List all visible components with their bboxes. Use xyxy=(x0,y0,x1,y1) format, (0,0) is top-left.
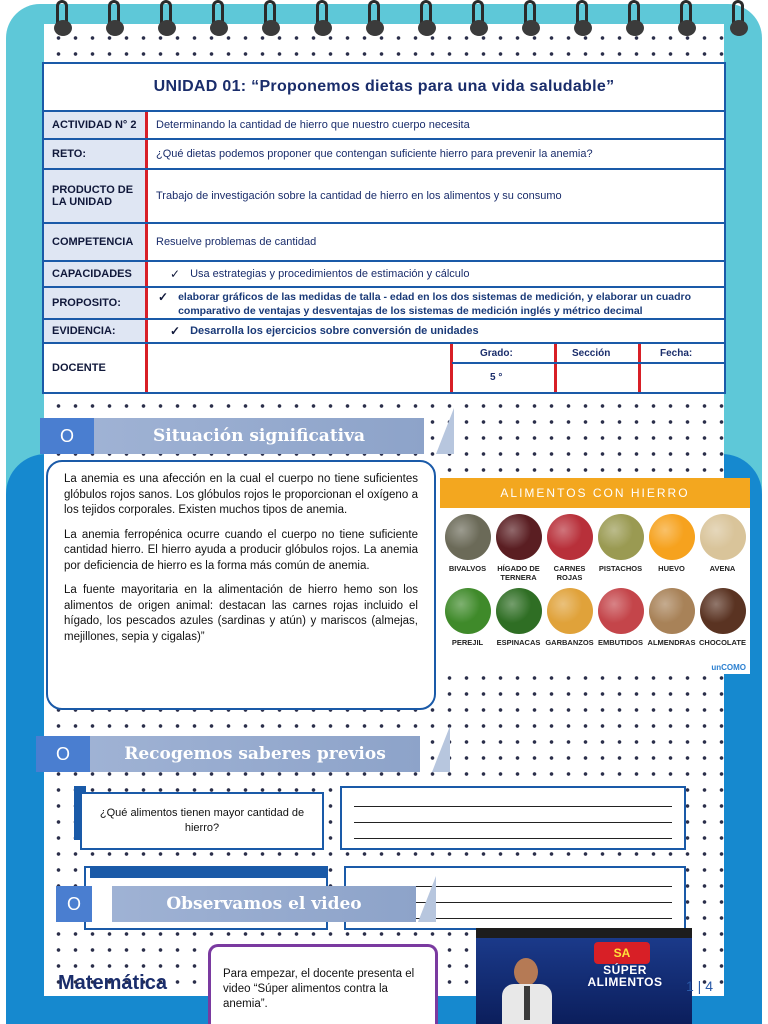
grado-label: Grado: xyxy=(480,348,513,359)
situacion-paragraph: La anemia ferropénica ocurre cuando el cuerpo no tiene suficiente cantidad hierro. El hierro ayuda a producir glóbulos rojos. La anemia por deficiencia de hierro es la forma más común de anemia. xyxy=(64,528,418,572)
grado-value: 5 ° xyxy=(490,372,503,383)
video-thumbnail[interactable] xyxy=(476,928,692,1024)
food-name: GARBANZOS xyxy=(545,638,594,647)
food-item xyxy=(493,588,544,658)
food-item xyxy=(595,588,646,658)
row-evidencia xyxy=(44,320,724,344)
food-name: CHOCOLATE xyxy=(699,638,746,647)
food-image xyxy=(598,588,644,634)
answer-line xyxy=(354,806,672,807)
subject-title: Matemática xyxy=(58,972,167,994)
row-actividad xyxy=(44,112,724,140)
food-image xyxy=(700,588,746,634)
value-proposito xyxy=(148,288,724,318)
food-name: CARNES ROJAS xyxy=(553,564,586,582)
food-name: HUEVO xyxy=(658,564,685,573)
ring-icon xyxy=(52,0,74,36)
grid-divider xyxy=(554,344,557,392)
food-name: EMBUTIDOS xyxy=(598,638,643,647)
foods-grid xyxy=(440,508,750,658)
situacion-paragraph: La fuente mayoritaria en la alimentación de hierro hemo son los alimentos de origen animal: destacan las carnes rojas incluido el hígado, los pescados azules (sardinas y atún) y mariscos (almejas, mejillones, sepia y cigalas)” xyxy=(64,584,418,643)
banner-video-title: Observamos el video xyxy=(112,886,416,922)
food-name: BIVALVOS xyxy=(448,564,487,573)
food-item xyxy=(544,514,595,584)
foods-title: ALIMENTOS CON HIERRO xyxy=(440,478,750,508)
check-icon: ✓ xyxy=(170,267,181,281)
food-item xyxy=(595,514,646,584)
food-item xyxy=(493,514,544,584)
banner-marker: O xyxy=(36,736,90,772)
food-item xyxy=(646,588,697,658)
situacion-paragraph: La anemia es una afección en la cual el cuerpo no tiene suficientes glóbulos rojos sanos. Los glóbulos rojos le proporcionan el oxígeno a los tejidos corporales. Existen muchos tipos de anemia. xyxy=(64,473,418,516)
presenter-tie xyxy=(524,986,530,1020)
food-image xyxy=(649,588,695,634)
value-actividad: Determinando la cantidad de hierro que nuestro cuerpo necesita xyxy=(156,119,470,131)
banner-video xyxy=(56,886,432,922)
banner-situacion xyxy=(40,418,420,454)
presenter-figure xyxy=(502,958,552,1024)
ring-icon xyxy=(104,0,126,36)
value-producto: Trabajo de investigación sobre la cantidad de hierro en los alimentos y su consumo xyxy=(156,190,562,202)
food-name: HÍGADO DE TERNERA xyxy=(497,564,540,582)
label-actividad: ACTIVIDAD N° 2 xyxy=(44,112,148,138)
fecha-label: Fecha: xyxy=(660,348,693,359)
row-capacidades xyxy=(44,262,724,288)
banner-marker: O xyxy=(40,418,94,454)
banner-tip xyxy=(432,726,450,772)
ring-icon xyxy=(364,0,386,36)
food-image xyxy=(598,514,644,560)
label-evidencia: EVIDENCIA: xyxy=(44,320,148,342)
label-proposito: PROPOSITO: xyxy=(44,288,148,318)
food-item xyxy=(442,588,493,658)
food-name: PISTACHOS xyxy=(598,564,643,573)
question-box: ¿Qué alimentos tienen mayor cantidad de hierro? xyxy=(80,792,324,850)
food-image xyxy=(700,514,746,560)
answer-line xyxy=(354,822,672,823)
label-competencia: COMPETENCIA xyxy=(44,224,148,260)
label-reto: RETO: xyxy=(44,140,148,168)
activity-header-table xyxy=(42,62,726,394)
banner-saberes xyxy=(36,736,420,772)
ring-icon xyxy=(728,0,750,36)
ring-icon xyxy=(624,0,646,36)
ring-icon xyxy=(208,0,230,36)
answer-box[interactable] xyxy=(340,786,686,850)
presenter-head xyxy=(514,958,538,986)
video-emblem: SA xyxy=(594,942,650,964)
evidencia-text: Desarrolla los ejercicios sobre conversión de unidades xyxy=(190,325,479,337)
proposito-text: elaborar gráficos de las medidas de talla - edad en los dos sistemas de medición, y elaborar un cuadro comparativo de ventajas y desventajas de los sistemas de medición inglés y métrico decimal xyxy=(178,291,691,317)
food-item xyxy=(544,588,595,658)
row-reto xyxy=(44,140,724,170)
ring-icon xyxy=(260,0,282,36)
unit-title: UNIDAD 01: “Proponemos dietas para una vida saludable” xyxy=(44,64,724,112)
banner-tip xyxy=(436,408,454,454)
spiral-binding xyxy=(0,0,768,40)
question-box-accent xyxy=(90,866,328,878)
banner-saberes-title: Recogemos saberes previos xyxy=(90,736,420,772)
label-docente: DOCENTE xyxy=(44,344,148,392)
ring-icon xyxy=(416,0,438,36)
ring-icon xyxy=(676,0,698,36)
foods-credit: unCOMO xyxy=(711,663,746,672)
food-item xyxy=(697,514,748,584)
grid-divider xyxy=(450,344,453,392)
label-producto: PRODUCTO DE LA UNIDAD xyxy=(44,170,148,222)
value-competencia: Resuelve problemas de cantidad xyxy=(156,236,317,248)
food-item xyxy=(646,514,697,584)
label-capacidades: CAPACIDADES xyxy=(44,262,148,286)
seccion-label: Sección xyxy=(572,348,611,359)
food-name: PEREJIL xyxy=(451,638,484,647)
video-title: SÚPER ALIMENTOS xyxy=(587,963,663,989)
ring-icon xyxy=(520,0,542,36)
capacidades-text: Usa estrategias y procedimientos de estimación y cálculo xyxy=(190,268,470,280)
food-item xyxy=(697,588,748,658)
check-icon: ✓ xyxy=(170,324,181,338)
food-image xyxy=(496,514,542,560)
ring-icon xyxy=(468,0,490,36)
row-producto xyxy=(44,170,724,224)
grid-divider xyxy=(638,344,641,392)
food-name: ESPINACAS xyxy=(496,638,541,647)
food-image xyxy=(445,514,491,560)
value-evidencia xyxy=(148,320,724,342)
video-intro-box: Para empezar, el docente presenta el video “Súper alimentos contra la anemia”. xyxy=(208,944,438,1024)
page-number: 1 | 4 xyxy=(686,978,713,994)
value-capacidades xyxy=(148,262,724,286)
food-image xyxy=(445,588,491,634)
foods-infographic xyxy=(440,478,750,674)
banner-tip xyxy=(418,876,436,922)
banner-marker: O xyxy=(56,886,92,922)
row-docente xyxy=(44,344,724,392)
food-image xyxy=(547,588,593,634)
ring-icon xyxy=(572,0,594,36)
row-proposito xyxy=(44,288,724,320)
food-image xyxy=(547,514,593,560)
ring-icon xyxy=(312,0,334,36)
row-competencia xyxy=(44,224,724,262)
answer-line xyxy=(354,838,672,839)
food-image xyxy=(649,514,695,560)
video-title-bar xyxy=(476,928,692,938)
grid-divider xyxy=(452,362,724,364)
situacion-text-box xyxy=(46,460,436,710)
banner-situacion-title: Situación significativa xyxy=(94,418,424,454)
value-reto: ¿Qué dietas podemos proponer que contengan suficiente hierro para prevenir la anemia? xyxy=(156,148,593,160)
food-image xyxy=(496,588,542,634)
food-name: AVENA xyxy=(709,564,736,573)
ring-icon xyxy=(156,0,178,36)
check-icon: ✓ xyxy=(158,290,169,304)
food-name: ALMENDRAS xyxy=(647,638,696,647)
docente-grid xyxy=(148,344,724,392)
food-item xyxy=(442,514,493,584)
